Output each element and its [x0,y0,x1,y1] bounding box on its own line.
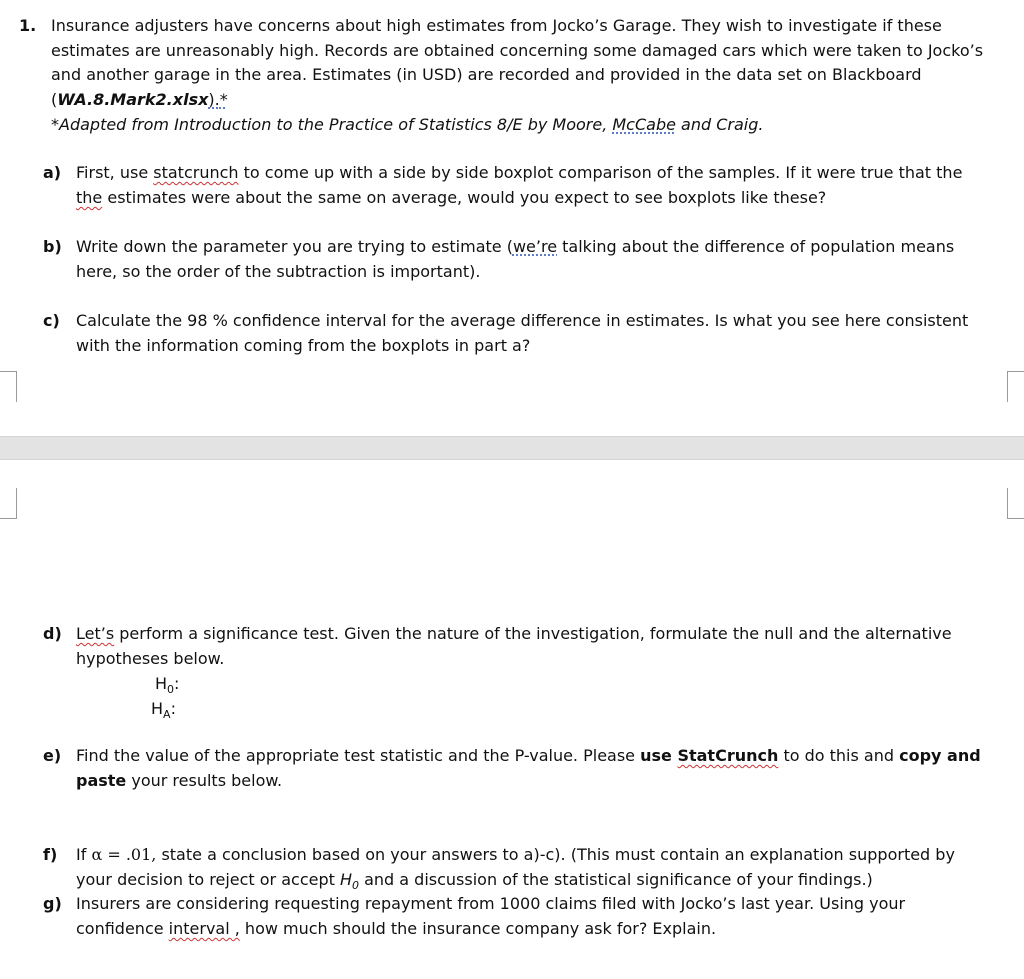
source-note: *Adapted from Introduction to the Practice of Statistics 8/E by Moore, McCabe and Craig. [51,115,764,134]
question-number: 1. [19,16,37,35]
alternative-hypothesis[interactable]: $H_A$: [151,699,176,722]
part-d-line-1: Let’s perform a significance test. Given the nature of the investigation, formulate the null and the alternative [76,624,952,643]
alpha-value: α = .01, [91,845,157,864]
part-c-label: c) [43,311,60,330]
part-b-line-1: Write down the parameter you are trying to estimate (we’re talking about the difference of population means [76,237,955,256]
part-e-line-1: Find the value of the appropriate test statistic and the P-value. Please use StatCrunch to do this and copy and [76,746,981,765]
part-g-line-1: Insurers are considering requesting repayment from 1000 claims filed with Jocko’s last year. Using your [76,894,906,913]
part-c-line-2: with the information coming from the boxplots in part a? [76,336,531,355]
part-f-line-1: If α = .01, state a conclusion based on your answers to a)-c). (This must contain an explanation supported by [76,845,955,864]
part-d-line-2: hypotheses below. [76,649,225,668]
data-file-name: WA.8.Mark2.xlsx [57,90,209,109]
intro-line-1: Insurance adjusters have concerns about high estimates from Jocko’s Garage. They wish to investigate if these [51,16,942,35]
part-a-line-1: First, use statcrunch to come up with a side by side boxplot comparison of the samples. If it were true that the [76,163,963,182]
data-file-reference: (WA.8.Mark2.xlsx).* [51,90,228,109]
page-break-separator [0,436,1024,460]
part-b-line-2: here, so the order of the subtraction is important). [76,262,481,281]
part-a-line-2: the estimates were about the same on average, would you expect to see boxplots like these? [76,188,827,207]
part-f-line-2: your decision to reject or accept $H_0$ and a discussion of the statistical significance of your findings.) [76,870,873,893]
null-hypothesis[interactable]: $H_0$: [155,674,180,697]
part-e-line-2: paste your results below. [76,771,283,790]
intro-line-2: estimates are unreasonably high. Records are obtained concerning some damaged cars which were taken to Jocko’s [51,41,984,60]
part-g-label: g) [43,894,62,913]
margin-corner-marker [1007,488,1024,519]
part-e-label: e) [43,746,62,765]
margin-corner-marker [1007,371,1024,402]
part-a-label: a) [43,163,62,182]
margin-corner-marker [0,488,17,519]
margin-corner-marker [0,371,17,402]
part-b-label: b) [43,237,62,256]
part-d-label: d) [43,624,62,643]
part-c-line-1: Calculate the 98 % confidence interval for the average difference in estimates. Is what you see here consistent [76,311,969,330]
part-g-line-2: confidence interval , how much should the insurance company ask for? Explain. [76,919,717,938]
part-f-label: f) [43,845,58,864]
intro-line-3: and another garage in the area. Estimates (in USD) are recorded and provided in the data set on Blackboard [51,65,922,84]
